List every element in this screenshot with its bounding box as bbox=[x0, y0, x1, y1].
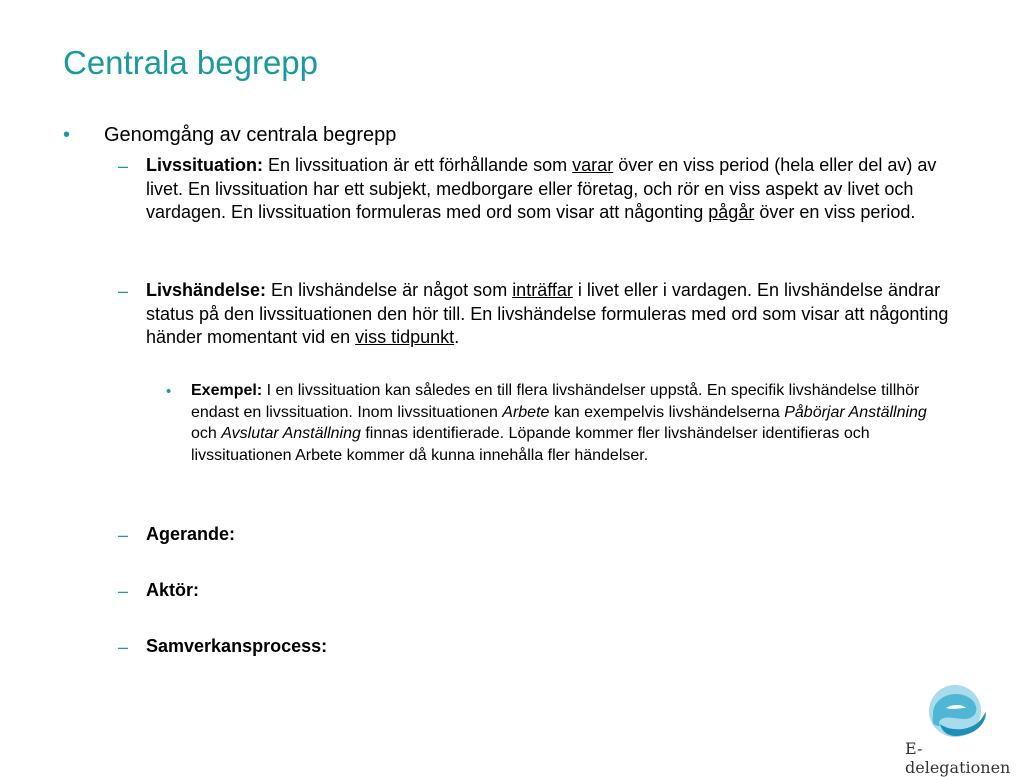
samverkan-dash: – bbox=[118, 637, 129, 657]
livssituation-dash: – bbox=[118, 156, 129, 176]
livshandelse-term: Livshändelse: bbox=[146, 280, 267, 300]
livshandelse-underline-2: viss tidpunkt bbox=[355, 327, 455, 347]
livssituation-text-3: över en viss period. bbox=[754, 202, 916, 222]
level1-bullet: • bbox=[63, 124, 71, 146]
livssituation-underline-1: varar bbox=[572, 155, 614, 175]
exempel-text-4: finnas identifierade. Löpande kommer fler livshändelser identifieras och livssituationen Arbete kommer då kunna innehålla fler händelser. bbox=[191, 425, 870, 464]
exempel-text-2: kan exempelvis livshändelserna bbox=[549, 403, 785, 421]
exempel-italic-1: Arbete bbox=[502, 403, 550, 421]
livssituation-item bbox=[146, 154, 976, 225]
exempel-term: Exempel: bbox=[191, 382, 263, 399]
exempel-bullet: • bbox=[166, 383, 172, 400]
exempel-italic-3: Avslutar Anställning bbox=[221, 425, 361, 442]
livssituation-text-1: En livssituation är ett förhållande som bbox=[263, 155, 573, 175]
agerande-term: Agerande: bbox=[146, 524, 236, 544]
livshandelse-text-3: . bbox=[454, 327, 460, 347]
logo-wordmark: E-delegationen bbox=[905, 739, 1011, 777]
level1-item-text: Genomgång av centrala begrepp bbox=[104, 124, 397, 146]
livshandelse-underline-1: inträffar bbox=[512, 280, 573, 300]
exempel-text-1: I en livssituation kan således en till flera livshändelser uppstå. En specifik livshändelse tillhör endast en livssituation. Inom livssituationen bbox=[191, 382, 920, 421]
samverkan-item bbox=[146, 635, 976, 659]
aktor-item bbox=[146, 579, 976, 603]
livssituation-underline-2: pågår bbox=[708, 202, 755, 222]
livssituation-term: Livssituation: bbox=[146, 155, 264, 175]
livssituation-text-2: över en viss period (hela eller del av) av livet. En livssituation har ett subjekt, medborgare eller företag, och rör en viss aspekt av livet och vardagen. En livssituation formuleras med ord som visar att någonting bbox=[146, 155, 937, 222]
livshandelse-item bbox=[146, 279, 976, 350]
samverkan-term: Samverkansprocess: bbox=[146, 636, 328, 656]
page-title: Centrala begrepp bbox=[63, 44, 319, 81]
livshandelse-dash: – bbox=[118, 281, 129, 301]
agerande-item bbox=[146, 523, 976, 547]
livshandelse-text-2: i livet eller i vardagen. En livshändelse ändrar status på den livssituationen den hör till. En livshändelse formuleras med ord som visar att någonting händer momentant vid en bbox=[146, 280, 949, 347]
livshandelse-text-1: En livshändelse är något som bbox=[266, 280, 513, 300]
aktor-term: Aktör: bbox=[146, 580, 199, 600]
exempel-text-3: och bbox=[191, 425, 222, 442]
agerande-dash: – bbox=[118, 525, 129, 545]
exempel-italic-2: Påbörjar Anställning bbox=[784, 403, 927, 421]
aktor-dash: – bbox=[118, 581, 129, 601]
exempel-item bbox=[191, 380, 951, 466]
